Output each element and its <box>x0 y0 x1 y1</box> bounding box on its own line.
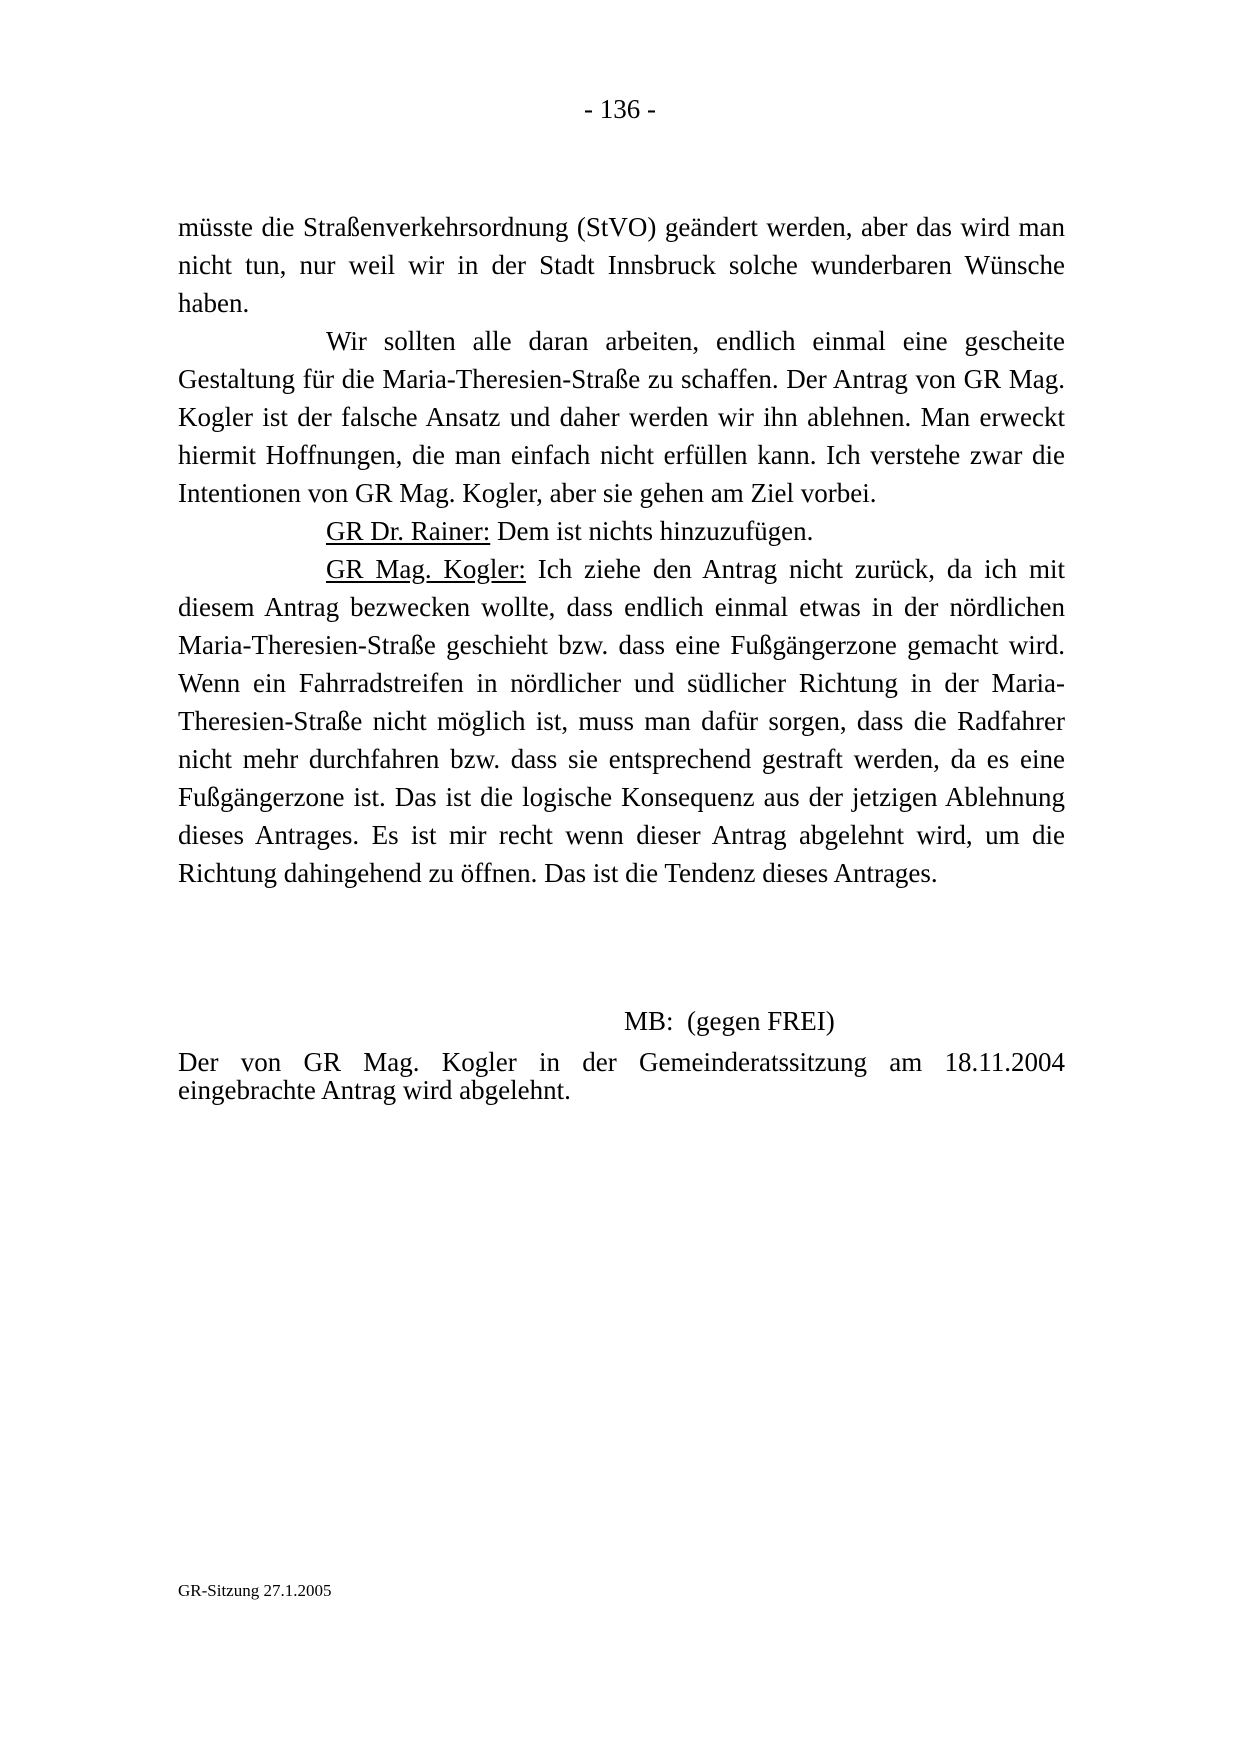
footer: GR-Sitzung 27.1.2005 <box>178 1581 332 1600</box>
paragraph-1: müsste die Straßenverkehrsordnung (StVO) geändert werden, aber das wird man nicht tun, nur weil wir in der Stadt Innsbruck solche wunderbaren Wünsche haben. <box>178 212 1065 318</box>
paragraph-3-text: Dem ist nichts hinzuzufügen. <box>490 516 814 546</box>
speaker-rainer: GR Dr. Rainer: <box>326 516 491 546</box>
paragraph-2: Wir sollten alle daran arbeiten, endlich einmal eine gescheite Gestaltung für die Maria-Theresien-Straße zu schaffen. Der Antrag von GR Mag. Kogler ist der falsche Ansatz und daher werden wir ihn ablehnen. Man erweckt hiermit Hoffnungen, die man einfach nicht erfüllen kann. Ich verstehe zwar die Intentionen von GR Mag. Kogler, aber sie gehen am Ziel vorbei. <box>178 326 1065 508</box>
body-text <box>178 208 1065 892</box>
paragraph-4-text: Ich ziehe den Antrag nicht zurück, da ich mit diesem Antrag bezwecken wollte, dass endlich einmal etwas in der nördlichen Maria-Theresien-Straße geschieht bzw. dass eine Fußgängerzone gemacht wird. Wenn ein Fahrradstreifen in nördlicher und südlicher Richtung in der Maria-Theresien-Straße nicht möglich ist, muss man dafür sorgen, dass die Radfahrer nicht mehr durchfahren bzw. dass sie entsprechend gestraft werden, da es eine Fußgängerzone ist. Das ist die logische Konsequenz aus der jetzigen Ablehnung dieses Antrages. Es ist mir recht wenn dieser Antrag abgelehnt wird, um die Richtung dahingehend zu öffnen. Das ist die Tendenz dieses Antrages. <box>178 554 1065 888</box>
speaker-kogler: GR Mag. Kogler: <box>326 554 526 584</box>
resolution-text: Der von GR Mag. Kogler in der Gemeinderatssitzung am 18.11.2004 eingebrachte Antrag wird abgelehnt. <box>178 1047 1065 1105</box>
paragraph-4 <box>178 550 1065 892</box>
resolution-label: MB: (gegen FREI) <box>624 1006 835 1036</box>
page-number: - 136 - <box>584 94 656 124</box>
paragraph-3 <box>178 512 1065 550</box>
